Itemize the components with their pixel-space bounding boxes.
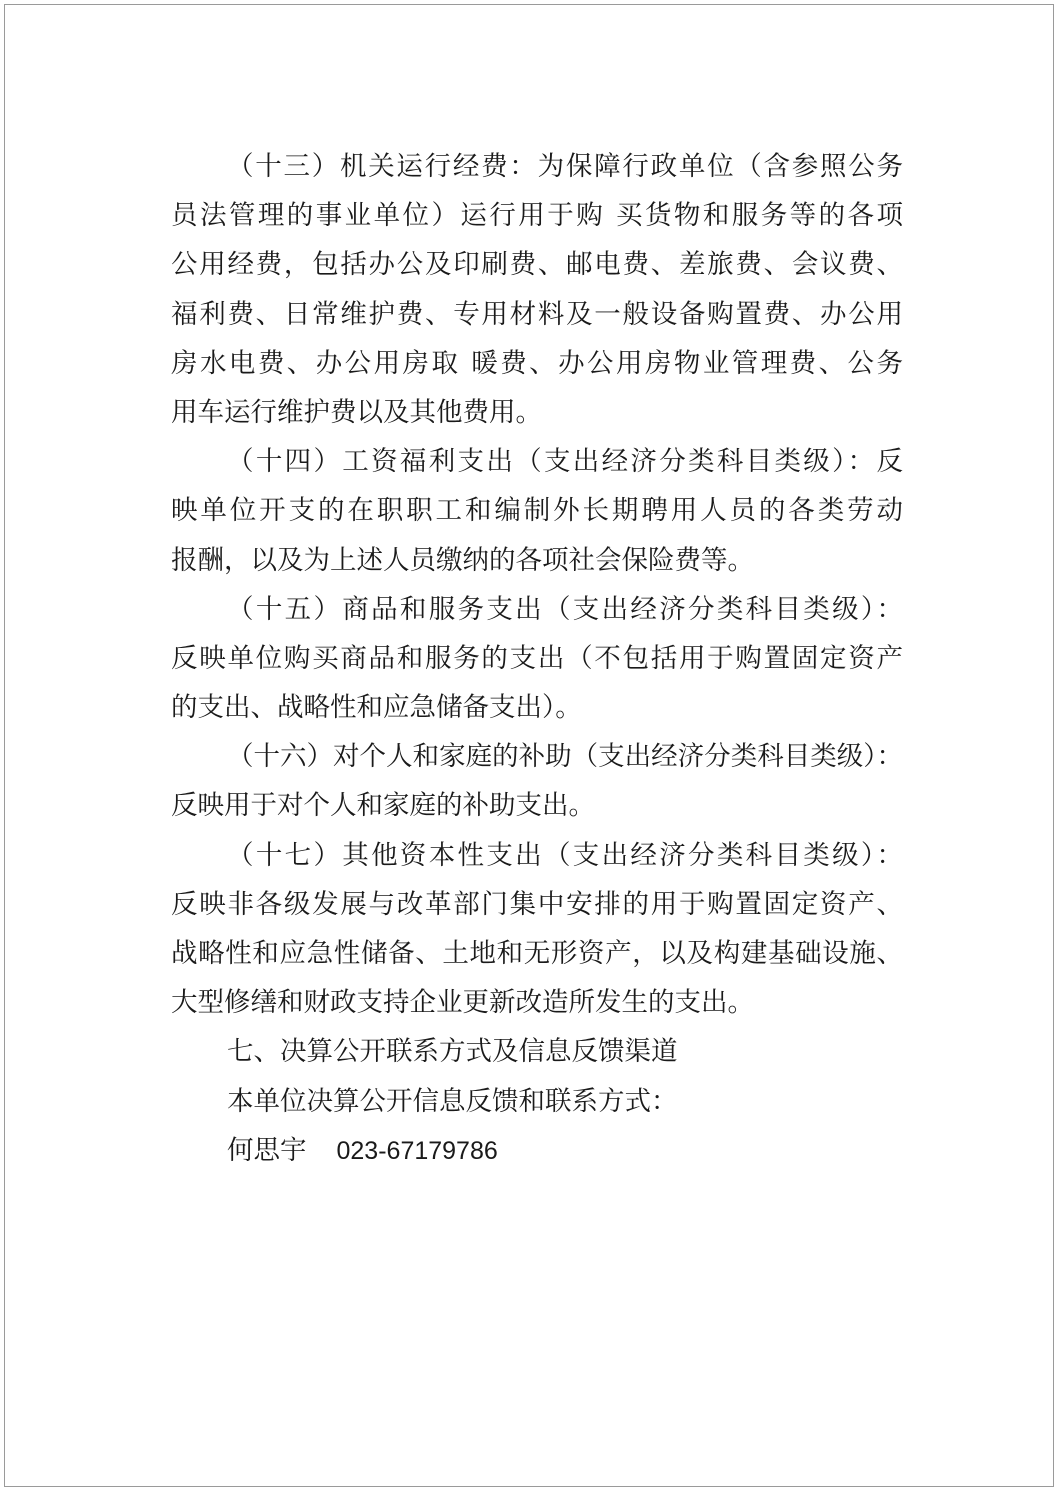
text-line: 映单位开支的在职职工和编制外长期聘用人员的各类劳动 [171, 495, 903, 527]
text-line: （十四）工资福利支出（支出经济分类科目类级）：反 [227, 446, 903, 478]
text-line: 公用经费，包括办公及印刷费、邮电费、差旅费、会议费、 [171, 249, 903, 281]
paragraph-lines [171, 142, 903, 1126]
text-line: 本单位决算公开信息反馈和联系方式： [227, 1085, 678, 1117]
text-line: 大型修缮和财政支持企业更新改造所发生的支出。 [171, 987, 754, 1019]
text-line: 战略性和应急性储备、土地和无形资产，以及构建基础设施、 [171, 938, 903, 969]
document-body [171, 142, 903, 1175]
text-line: 七、决算公开联系方式及信息反馈渠道 [227, 1036, 678, 1068]
contact-name: 何思宇 [227, 1134, 307, 1166]
text-line: 反映单位购买商品和服务的支出（不包括用于购置固定资产 [171, 642, 903, 674]
text-line: （十三）机关运行经费：为保障行政单位（含参照公务 [227, 151, 903, 182]
text-line: （十七）其他资本性支出（支出经济分类科目类级）： [227, 839, 903, 871]
text-line: （十五）商品和服务支出（支出经济分类科目类级）： [227, 593, 903, 625]
text-line: 的支出、战略性和应急储备支出）。 [171, 692, 582, 724]
text-line: （十六）对个人和家庭的补助（支出经济分类科目类级）： [227, 741, 903, 773]
text-line: 房水电费、办公用房取 暖费、办公用房物业管理费、公务 [171, 347, 903, 379]
text-line: 用车运行维护费以及其他费用。 [171, 396, 542, 428]
text-line: 员法管理的事业单位）运行用于购 买货物和服务等的各项 [171, 200, 903, 232]
contact-line [171, 1126, 903, 1175]
text-line: 福利费、日常维护费、专用材料及一般设备购置费、办公用 [171, 298, 903, 330]
page-frame [4, 4, 1054, 1487]
contact-phone: 023-67179786 [336, 1136, 498, 1165]
text-line: 反映用于对个人和家庭的补助支出。 [171, 790, 595, 822]
text-line: 报酬，以及为上述人员缴纳的各项社会保险费等。 [171, 544, 754, 576]
text-line: 反映非各级发展与改革部门集中安排的用于购置固定资产、 [171, 888, 903, 920]
